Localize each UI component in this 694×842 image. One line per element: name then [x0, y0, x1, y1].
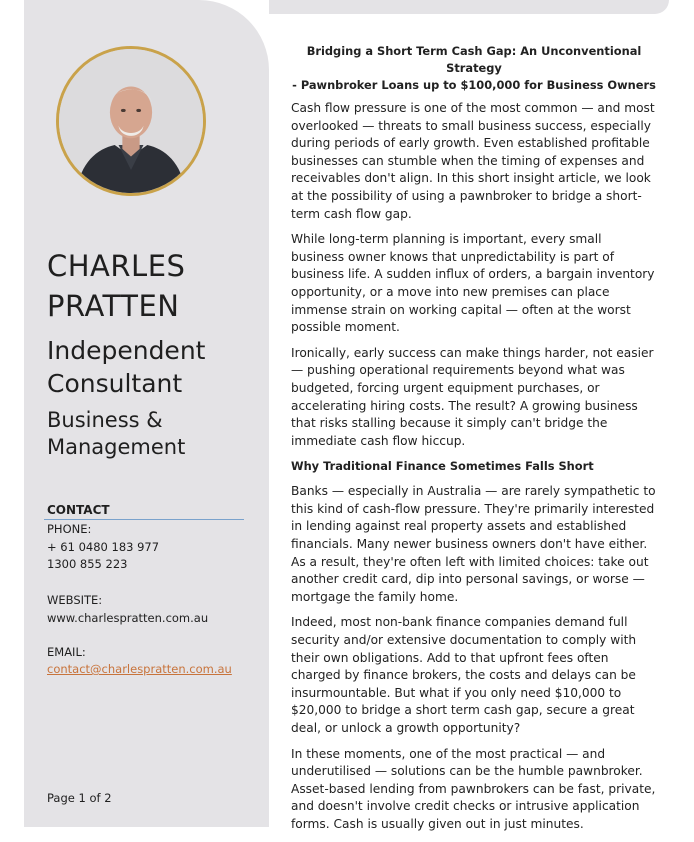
name-line-first: CHARLES	[47, 249, 186, 283]
email-link[interactable]: contact@charlespratten.com.au	[47, 662, 232, 676]
email-label: EMAIL:	[47, 645, 86, 659]
page-number: Page 1 of 2	[47, 791, 112, 805]
header-tab-decoration	[269, 0, 669, 14]
contact-divider	[44, 519, 244, 520]
article-paragraph: Ironically, early success can make things harder, not easier — pushing operational requirements beyond what was budgeted, forcing urgent equipment purchases, or accelerating hiring costs. The result? A growing business that risks stalling because it simply can't bridge the immediate cash flow hiccup.	[291, 345, 654, 448]
article-paragraph: Cash flow pressure is one of the most common — and most overlooked — threats to small business success, especially during periods of early growth. Even established profitable businesses can stumble when the timing of expenses and receivables don't align. In this short insight article, we look at the possibility of using a pawnbroker to bridge a short-term cash flow gap.	[291, 101, 655, 221]
phone-number-landline: 1300 855 223	[47, 557, 128, 571]
avatar	[56, 46, 206, 196]
role-line-2: Consultant	[47, 369, 183, 398]
article-paragraph: In these moments, one of the most practical — and underutilised — solutions can be the humble pawnbroker. Asset-based lending from pawnbrokers can be fast, private, and doesn't involve credit checks or intrusive application forms. Cash is usually given out in just minutes.	[291, 746, 656, 831]
field-line-1: Business &	[47, 408, 163, 432]
article-paragraph: While long-term planning is important, every small business owner knows that unpredictability is part of business life. A sudden influx of orders, a bargain inventory opportunity, or a move into new premises can place immense strain on working capital — often at the worst possible moment.	[291, 232, 655, 335]
article-title: Bridging a Short Term Cash Gap: An Unconventional Strategy - Pawnbroker Loans up to $100,000 for Business Owners	[292, 44, 656, 92]
profile-name	[47, 246, 185, 326]
article-subheading: Why Traditional Finance Sometimes Falls Short	[291, 459, 594, 474]
profile-field	[47, 407, 185, 461]
website-text: www.charlespratten.com.au	[47, 611, 209, 625]
article-paragraph: Banks — especially in Australia — are rarely sympathetic to this kind of cash-flow pressure. They're primarily interested in lending against real property assets and established financials. Many newer business owners don't have either. As a result, they're often left with limited choices: take out another credit card, dip into personal savings, or worse — mortgage the family home.	[291, 484, 656, 604]
article-paragraph: Indeed, most non-bank finance companies demand full security and/or extensive documentation to comply with their own obligations. Add to that upfront fees often charged by finance brokers, the costs and delays can be insurmountable. But what if you only need $10,000 to $20,000 to bridge a short term cash gap, secure a great deal, or unlock a growth opportunity?	[291, 615, 637, 735]
article-body	[291, 43, 657, 842]
field-line-2: Management	[47, 435, 186, 459]
portrait-photo	[59, 49, 203, 193]
phone-number-mobile: + 61 0480 183 977	[47, 540, 160, 554]
website-label: WEBSITE:	[47, 593, 103, 607]
role-line-1: Independent	[47, 336, 206, 365]
email-row	[47, 662, 232, 676]
contact-heading: CONTACT	[47, 503, 110, 517]
phone-label: PHONE:	[47, 522, 92, 536]
profile-role	[47, 334, 205, 400]
name-line-last: PRATTEN	[47, 289, 180, 323]
